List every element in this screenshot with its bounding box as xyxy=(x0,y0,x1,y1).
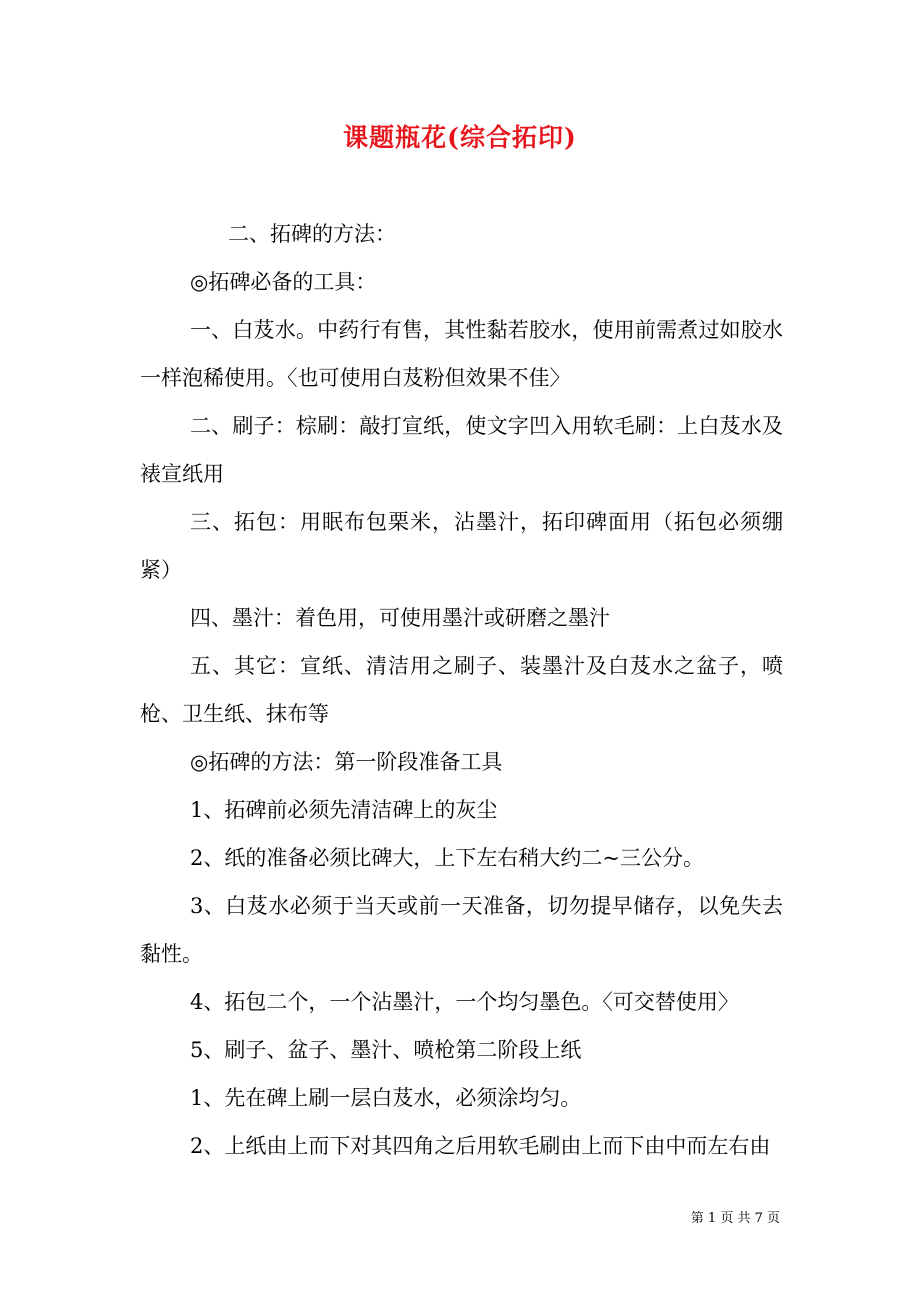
paragraph-tool-4: 四、墨汁：着色用，可使用墨汁或研磨之墨汁 xyxy=(190,606,610,630)
paragraph-step-5: 5、刷子、盆子、墨汁、喷枪第二阶段上纸 xyxy=(190,1038,582,1062)
document-body xyxy=(140,210,783,1170)
document-title: 课题瓶花(综合拓印) xyxy=(343,123,577,152)
paragraph-tool-3: 三、拓包：用眠布包栗米，沾墨汁，拓印碑面用（拓包必须绷紧） xyxy=(140,510,783,582)
paragraph-step-2: 2、纸的准备必须比碑大，上下左右稍大约二~三公分。 xyxy=(190,846,704,870)
paragraph-method-heading: ◎拓碑的方法：第一阶段准备工具 xyxy=(190,750,503,774)
paragraph-tool-1: 一、白芨水。中药行有售，其性黏若胶水，使用前需煮过如胶水一样泡稀使用。〈也可使用白芨粉但效果不佳〉 xyxy=(140,318,783,390)
paragraph-stage2-step-2: 2、上纸由上而下对其四角之后用软毛刷由上而下由中而左右由 xyxy=(190,1134,771,1158)
paragraph-step-3: 3、白芨水必须于当天或前一天准备，切勿提早储存，以免失去黏性。 xyxy=(140,894,783,966)
paragraph-step-4: 4、拓包二个，一个沾墨汁，一个均匀墨色。〈可交替使用〉 xyxy=(190,990,739,1014)
paragraph-heading-method: 二、拓碑的方法： xyxy=(228,222,396,246)
paragraph-tools-heading: ◎拓碑必备的工具： xyxy=(190,270,377,294)
paragraph-tool-2: 二、刷子：棕刷：敲打宣纸，使文字凹入用软毛刷：上白芨水及裱宣纸用 xyxy=(140,414,783,486)
paragraph-tool-5: 五、其它：宣纸、清洁用之刷子、装墨汁及白芨水之盆子，喷枪、卫生纸、抹布等 xyxy=(140,654,783,726)
paragraph-stage2-step-1: 1、先在碑上刷一层白芨水，必须涂均匀。 xyxy=(190,1086,582,1110)
page-number: 第 1 页 共 7 页 xyxy=(690,1211,780,1226)
paragraph-step-1: 1、拓碑前必须先清洁碑上的灰尘 xyxy=(190,798,498,822)
